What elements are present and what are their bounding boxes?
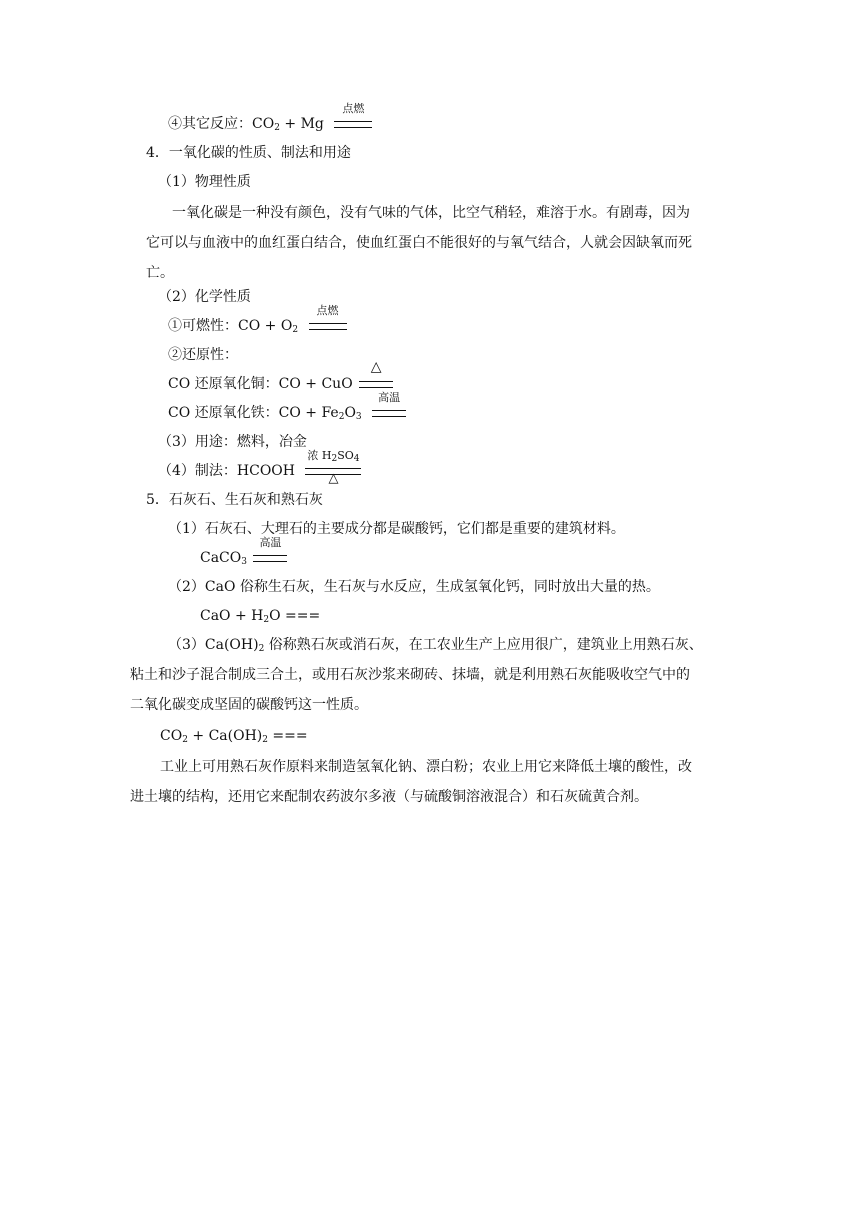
reaction-condition: △ bbox=[359, 374, 393, 394]
slaked-lime-line-3: 二氧化碳变成坚固的碳酸钙这一性质。 bbox=[130, 697, 368, 713]
slaked-lime-line-2: 粘土和沙子混合制成三合土，或用石灰沙浆来砌砖、抹墙，就是利用熟石灰能吸收空气中的 bbox=[130, 667, 690, 683]
combustion-line: ①可燃性：CO + $O_2$ 点燃 bbox=[168, 316, 347, 340]
caco3-equation: CaCO$_3$ 高温 bbox=[200, 548, 287, 572]
industry-use-line-2: 进土壤的结构，还用它来配制农药波尔多液（与硫酸铜溶液混合）和石灰硫黄合剂。 bbox=[130, 789, 648, 805]
physical-properties-line-2: 它可以与血液中的血红蛋白结合，使血红蛋白不能很好的与氧气结合，人就会因缺氧而死 bbox=[146, 235, 692, 251]
physical-properties-line-1: 一氧化碳是一种没有颜色，没有气味的气体，比空气稍轻，难溶于水。有剧毒，因为 bbox=[172, 205, 690, 221]
reaction-condition: 浓 $H_2SO_4$ △ bbox=[307, 449, 360, 486]
reducing-heading: ②还原性： bbox=[168, 347, 238, 363]
section-4-title: 4．一氧化碳的性质、制法和用途 bbox=[146, 145, 351, 161]
co-reduce-fe2o3-line: CO 还原氧化铁：CO + $Fe_2O_3$ 高温 bbox=[168, 403, 406, 427]
reaction-condition: 高温 bbox=[372, 403, 406, 423]
uses-line: （3）用途：燃料，冶金 bbox=[158, 434, 307, 450]
physical-properties-line-3: 亡。 bbox=[146, 265, 174, 281]
cao-water-equation: CaO + $H_2O$ === bbox=[200, 608, 321, 625]
industry-use-line-1: 工业上可用熟石灰作原料来制造氢氧化钠、漂白粉；农业上用它来降低土壤的酸性，改 bbox=[160, 759, 692, 775]
chemical-properties-heading: （2）化学性质 bbox=[158, 289, 251, 305]
reaction-condition: 点燃 bbox=[334, 114, 372, 134]
other-reaction-line: ④其它反应：$CO_2 + Mg$ 点燃 bbox=[168, 114, 372, 138]
quicklime-line: （2）CaO 俗称生石灰，生石灰与水反应，生成氢氧化钙，同时放出大量的热。 bbox=[168, 579, 660, 595]
co-reduce-cuo-line: CO 还原氧化铜：CO + CuO △ bbox=[168, 374, 393, 394]
preparation-line: （4）制法：HCOOH 浓 $H_2SO_4$ △ bbox=[158, 449, 360, 486]
slaked-lime-line-1: $(3)Ca(OH)_2$ 俗称熟石灰或消石灰，在工农业生产上应用很广，建筑业上用熟石灰、 bbox=[168, 637, 703, 654]
reaction-condition: 点燃 bbox=[309, 316, 347, 336]
section-5-title: 5．石灰石、生石灰和熟石灰 bbox=[146, 492, 323, 508]
limestone-line: （1）石灰石、大理石的主要成分都是碳酸钙，它们都是重要的建筑材料。 bbox=[168, 521, 625, 537]
co2-caoh2-equation: $CO_2 + Ca(OH)_2$ === bbox=[160, 728, 308, 745]
reaction-condition: 高温 bbox=[253, 548, 287, 568]
physical-properties-heading: （1）物理性质 bbox=[158, 174, 251, 190]
